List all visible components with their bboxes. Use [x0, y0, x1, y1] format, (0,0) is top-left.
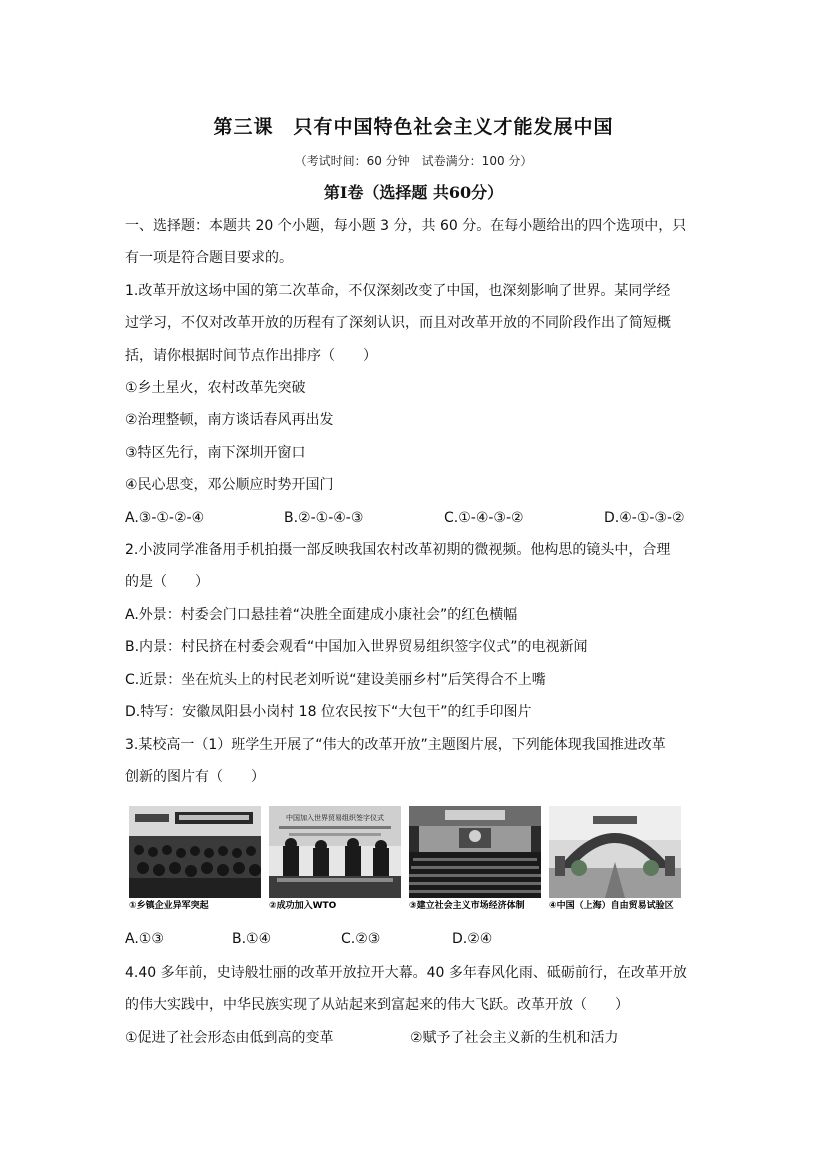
q2-option-c[interactable]: C.近景：坐在炕头上的村民老刘听说“建设美丽乡村”后笑得合不上嘴 [125, 672, 546, 688]
photo-caption: ③建立社会主义市场经济体制 [409, 898, 541, 914]
q2-stem-line1: 2.小波同学准备用手机拍摄一部反映我国农村改革初期的微视频。他构思的镜头中，合理 [125, 542, 671, 558]
q1-item: ④民心思变，邓公顺应时势开国门 [125, 477, 334, 493]
photo-caption: ④中国（上海）自由贸易试验区 [549, 898, 681, 914]
q3-stem-line2: 创新的图片有（ ） [125, 769, 265, 785]
section-instructions-line1: 一、选择题：本题共 20 个小题，每小题 3 分，共 60 分。在每小题给出的四个选项中，只 [125, 218, 687, 234]
photo-market-economy-congress [409, 806, 541, 914]
photo-strip [129, 806, 701, 914]
q3-option-a[interactable]: A.①③ [125, 931, 164, 947]
volume-heading: 第Ⅰ卷（选择题 共60分） [323, 183, 504, 202]
q1-stem-line3: 括，请你根据时间节点作出排序（ ） [125, 348, 377, 364]
photo-shanghai-ftz [549, 806, 681, 914]
photo-banner-text: 中国加入世界贸易组织签字仪式 [286, 814, 384, 822]
q4-item: ①促进了社会形态由低到高的变革 [125, 1030, 334, 1046]
q2-option-a[interactable]: A.外景：村委会门口悬挂着“决胜全面建成小康社会”的红色横幅 [125, 607, 518, 623]
photo-township-enterprises [129, 806, 261, 914]
photo-caption: ①乡镇企业异军突起 [129, 898, 261, 914]
q3-option-c[interactable]: C.②③ [341, 931, 381, 947]
q1-option-a[interactable]: A.③-①-②-④ [125, 510, 205, 526]
page-title: 第三课 只有中国特色社会主义才能发展中国 [213, 116, 614, 138]
q1-item: ①乡土星火，农村改革先突破 [125, 380, 306, 396]
q1-item: ③特区先行，南下深圳开窗口 [125, 445, 306, 461]
photo-3-image [409, 806, 541, 898]
q1-option-d[interactable]: D.④-①-③-② [604, 510, 685, 526]
section-instructions-line2: 有一项是符合题目要求的。 [125, 250, 293, 266]
exam-info: （考试时间：60 分钟 试卷满分：100 分） [294, 154, 533, 168]
q3-option-d[interactable]: D.②④ [452, 931, 493, 947]
q3-stem-line1: 3.某校高一（1）班学生开展了“伟大的改革开放”主题图片展，下列能体现我国推进改革 [125, 737, 666, 753]
q1-item: ②治理整顿，南方谈话春风再出发 [125, 412, 334, 428]
q4-stem-line2: 的伟大实践中，中华民族实现了从站起来到富起来的伟大飞跃。改革开放（ ） [125, 997, 629, 1013]
q2-stem-line2: 的是（ ） [125, 574, 209, 590]
q1-option-b[interactable]: B.②-①-④-③ [284, 510, 364, 526]
photo-1-image [129, 806, 261, 898]
q4-item: ②赋予了社会主义新的生机和活力 [410, 1030, 619, 1046]
q3-option-b[interactable]: B.①④ [232, 931, 272, 947]
q2-option-d[interactable]: D.特写：安徽凤阳县小岗村 18 位农民按下“大包干”的红手印图片 [125, 704, 532, 720]
q1-stem-line1: 1.改革开放这场中国的第二次革命，不仅深刻改变了中国，也深刻影响了世界。某同学经 [125, 283, 671, 299]
photo-wto-signing [269, 806, 401, 914]
photo-caption: ②成功加入WTO [269, 898, 401, 914]
q2-option-b[interactable]: B.内景：村民挤在村委会观看“中国加入世界贸易组织签字仪式”的电视新闻 [125, 639, 588, 655]
photo-2-image [269, 806, 401, 898]
q1-stem-line2: 过学习，不仅对改革开放的历程有了深刻认识，而且对改革开放的不同阶段作出了简短概 [125, 315, 671, 331]
photo-4-image [549, 806, 681, 898]
q4-stem-line1: 4.40 多年前，史诗般壮丽的改革开放拉开大幕。40 多年春风化雨、砥砺前行，在改革开放 [125, 965, 687, 981]
q1-option-c[interactable]: C.①-④-③-② [444, 510, 524, 526]
